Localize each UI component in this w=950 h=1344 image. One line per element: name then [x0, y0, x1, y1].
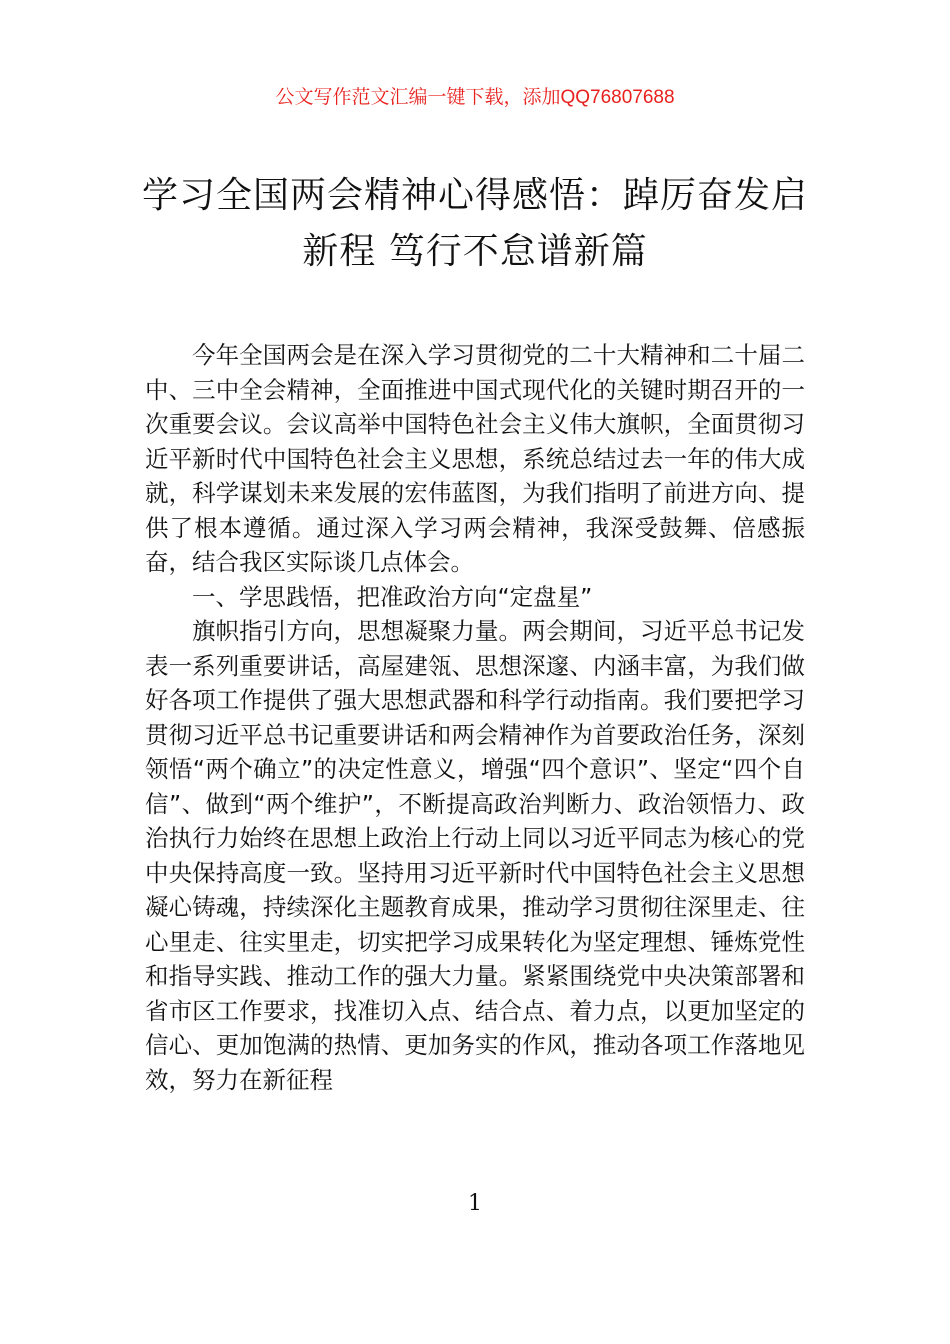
document-body	[145, 338, 805, 1097]
body-paragraph: 旗帜指引方向，思想凝聚力量。两会期间，习近平总书记发表一系列重要讲话，高屋建瓴、思想深邃、内涵丰富，为我们做好各项工作提供了强大思想武器和科学行动指南。我们要把学习贯彻习近平总书记重要讲话和两会精神作为首要政治任务，深刻领悟“两个确立”的决定性意义，增强“四个意识”、坚定“四个自信”、做到“两个维护”，不断提高政治判断力、政治领悟力、政治执行力始终在思想上政治上行动上同以习近平同志为核心的党中央保持高度一致。坚持用习近平新时代中国特色社会主义思想凝心铸魂，持续深化主题教育成果，推动学习贯彻往深里走、往心里走、往实里走，切实把学习成果转化为坚定理想、锤炼党性和指导实践、推动工作的强大力量。紧紧围绕党中央决策部署和省市区工作要求，找准切入点、结合点、着力点，以更加坚定的信心、更加饱满的热情、更加务实的作风，推动各项工作落地见效，努力在新征程	[145, 617, 805, 1094]
section-heading: 一、学思践悟，把准政治方向“定盘星”	[192, 582, 593, 611]
intro-paragraph: 今年全国两会是在深入学习贯彻党的二十大精神和二十届二中、三中全会精神，全面推进中国式现代化的关键时期召开的一次重要会议。会议高举中国特色社会主义伟大旗帜，全面贯彻习近平新时代中国特色社会主义思想，系统总结过去一年的伟大成就，科学谋划未来发展的宏伟蓝图，为我们指明了前进方向、提供了根本遵循。通过深入学习两会精神，我深受鼓舞、倍感振奋，结合我区实际谈几点体会。	[145, 341, 805, 576]
title-line-2: 新程 笃行不怠谱新篇	[302, 231, 648, 272]
header-download-note: 公文写作范文汇编一键下载，添加QQ76807688	[275, 87, 675, 108]
page-number: 1	[468, 1191, 482, 1216]
document-title	[100, 168, 850, 280]
title-line-1: 学习全国两会精神心得感悟：踔厉奋发启	[141, 175, 808, 216]
